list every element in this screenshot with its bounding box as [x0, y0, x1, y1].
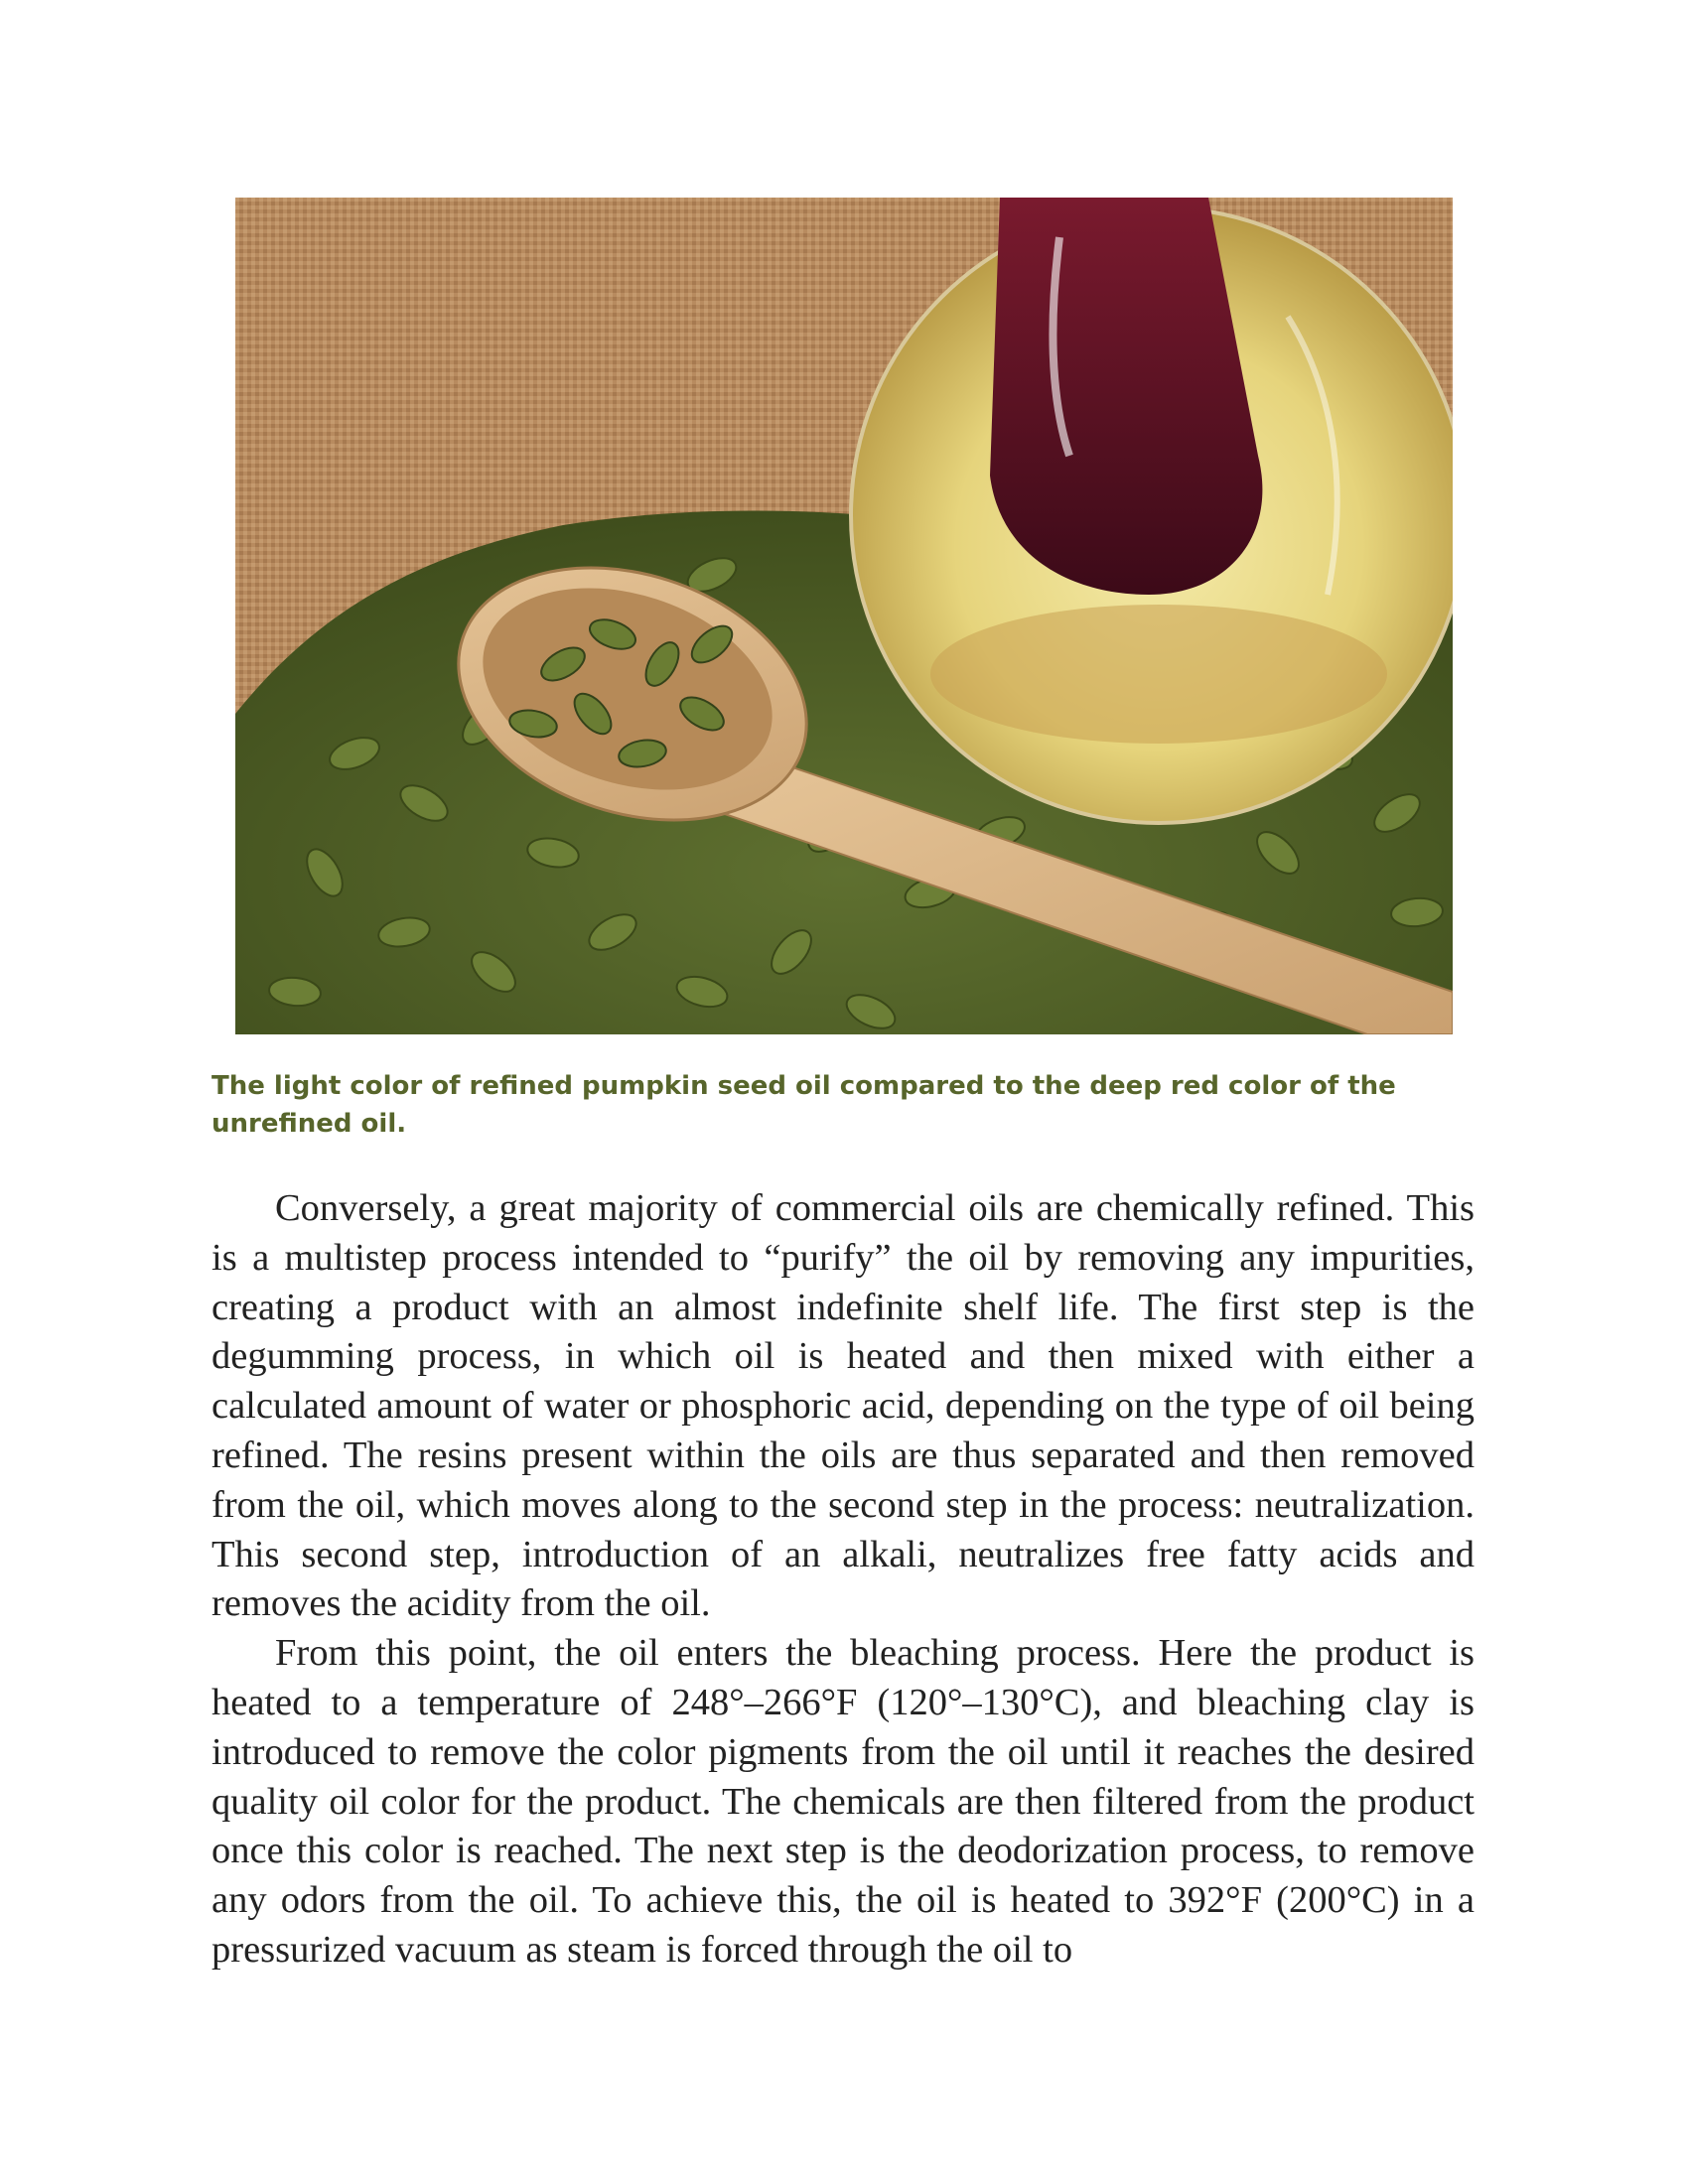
body-text	[211, 1184, 1475, 1976]
pumpkin-seed-oil-photo	[235, 198, 1453, 1034]
paragraph-bleaching-deodorization: From this point, the oil enters the bleaching process. Here the product is heated to a temperature of 248°–266°F (120°–130°C), and bleaching clay is introduced to remove the color pigments from the oil until it reaches the desired quality oil color for the product. The chemicals are then filtered from the product once this color is reached. The next step is the deodorization process, to remove any odors from the oil. To achieve this, the oil is heated to 392°F (200°C) in a pressurized vacuum as steam is forced through the oil to	[211, 1632, 1475, 1971]
paragraph-refining-steps: Conversely, a great majority of commercial oils are chemically refined. This is a multistep process intended to “purify” the oil by removing any impurities, creating a product with an almost indefinite shelf life. The first step is the degumming process, in which oil is heated and then mixed with either a calculated amount of water or phosphoric acid, depending on the type of oil being refined. The resins present within the oils are thus separated and then removed from the oil, which moves along to the second step in the process: neutralization. This second step, introduction of an alkali, neutralizes free fatty acids and removes the acidity from the oil.	[211, 1187, 1475, 1625]
photo-illustration	[235, 198, 1453, 1034]
refined-oil	[930, 605, 1387, 744]
figure-caption: The light color of refined pumpkin seed oil compared to the deep red color of the unrefined oil.	[211, 1071, 1396, 1139]
